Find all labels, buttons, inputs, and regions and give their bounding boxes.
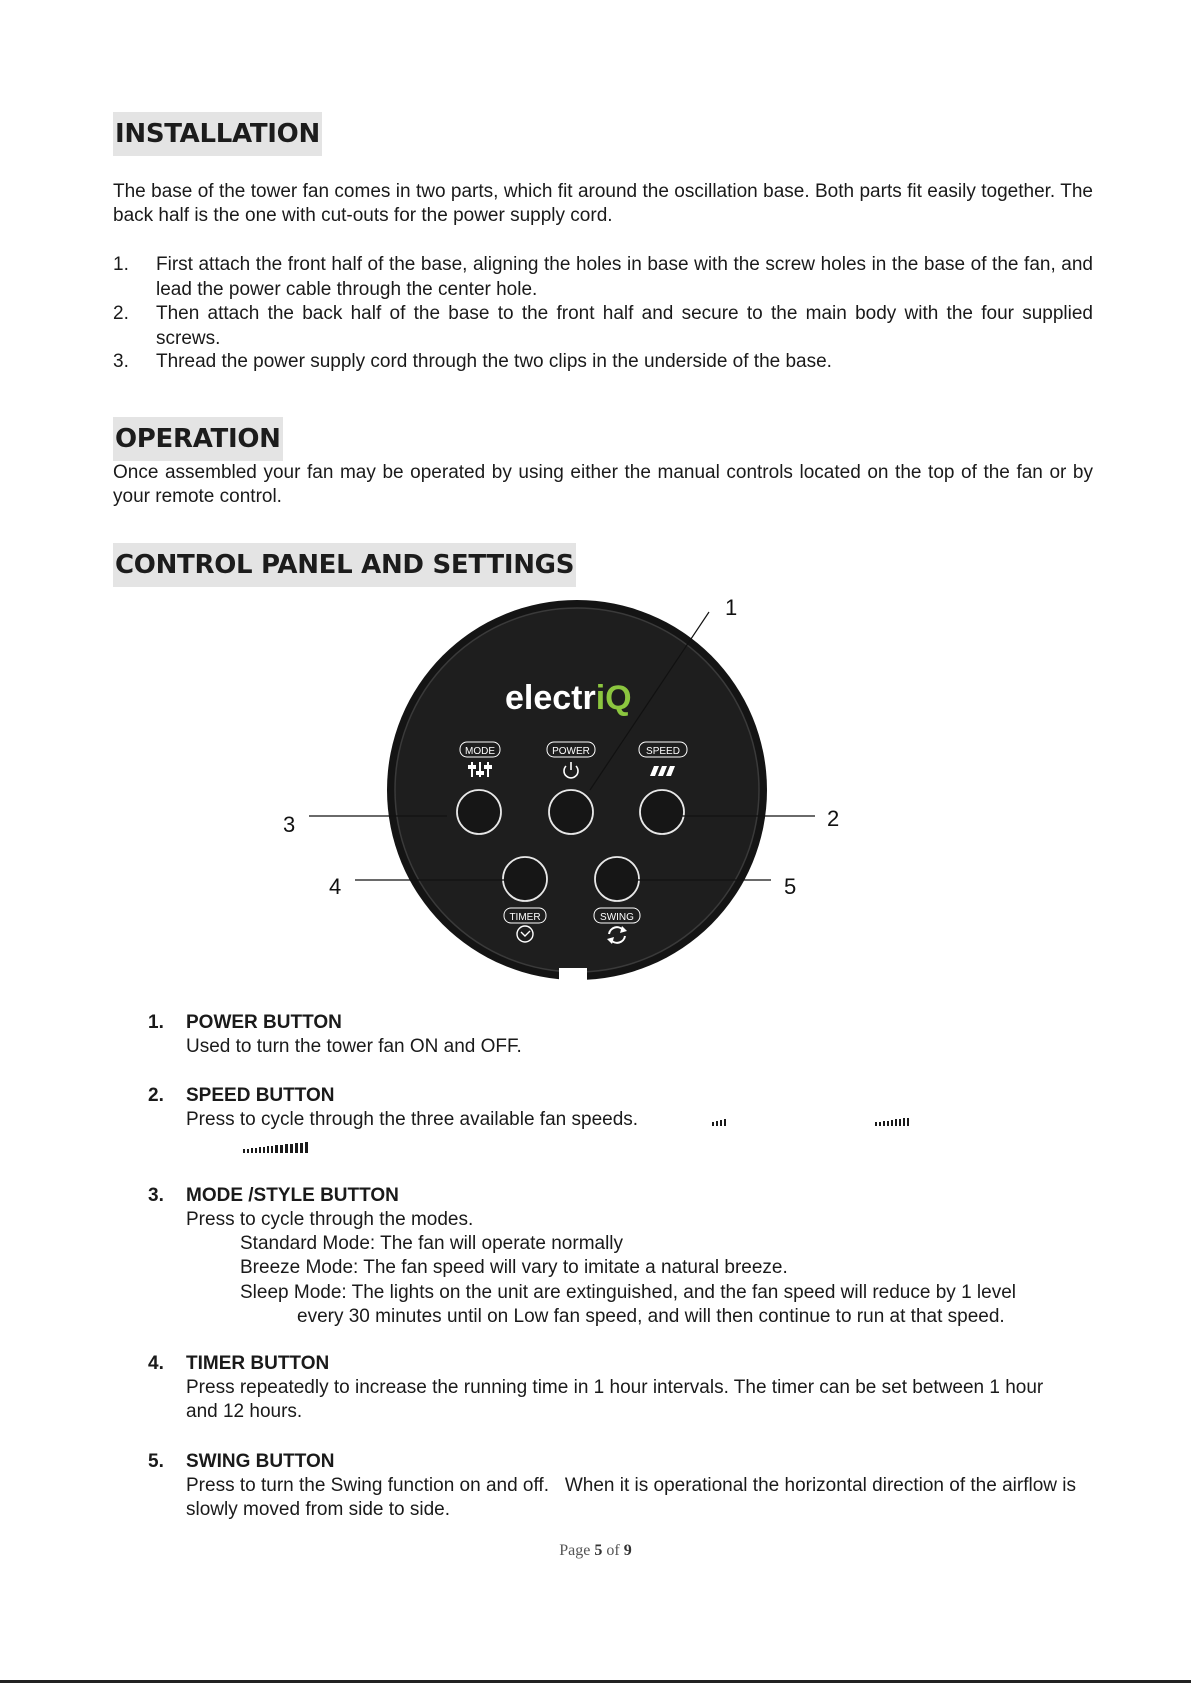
page-number (0, 1542, 1191, 1560)
sliders-icon (469, 762, 491, 777)
step-number: 2. (113, 303, 129, 324)
timer-button[interactable] (503, 857, 547, 901)
item-number: 4. (148, 1353, 164, 1374)
installation-heading: INSTALLATION (113, 112, 322, 156)
swing-button[interactable] (595, 857, 639, 901)
control-panel-heading: CONTROL PANEL AND SETTINGS (113, 543, 576, 587)
page-current: 5 (594, 1542, 603, 1559)
step-number: 3. (113, 351, 129, 372)
of-word: of (606, 1542, 620, 1559)
installation-intro: The base of the tower fan comes in two parts, which fit around the oscillation base. Both parts fit easily together. The back half is the one with cut-outs for the power supply cord. (113, 181, 1093, 226)
brand-accent: iQ (595, 679, 632, 717)
mode-button[interactable] (457, 790, 501, 834)
callout-5: 5 (784, 874, 797, 899)
speed-high-icon (243, 1142, 308, 1153)
item-title: POWER BUTTON (186, 1012, 342, 1033)
item-title: SPEED BUTTON (186, 1085, 335, 1106)
item-number: 3. (148, 1185, 164, 1206)
callout-4: 4 (329, 874, 342, 899)
page-total: 9 (623, 1542, 632, 1559)
item-desc: Press to cycle through the modes. (186, 1209, 474, 1230)
speed-button[interactable] (640, 790, 684, 834)
item-desc: Press repeatedly to increase the running time in 1 hour intervals. The timer can be set between 1 hour and 12 hours. (186, 1377, 1044, 1422)
panel-notch (559, 968, 587, 984)
mode-label: MODE (465, 746, 495, 757)
brand-text: electr (505, 679, 596, 717)
item-desc: Used to turn the tower fan ON and OFF. (186, 1036, 522, 1057)
mode-sleep: Sleep Mode: The lights on the unit are extinguished, and the fan speed will reduce by 1 level (240, 1282, 1016, 1303)
power-button[interactable] (549, 790, 593, 834)
speed-label: SPEED (646, 746, 680, 757)
item-title: TIMER BUTTON (186, 1353, 330, 1374)
item-title: SWING BUTTON (186, 1451, 335, 1472)
mode-breeze: Breeze Mode: The fan speed will vary to imitate a natural breeze. (240, 1257, 788, 1278)
operation-heading: OPERATION (113, 417, 283, 461)
power-label: POWER (552, 746, 590, 757)
page-word: Page (559, 1542, 591, 1559)
item-number: 1. (148, 1012, 164, 1033)
step-number: 1. (113, 254, 129, 275)
step-text: Thread the power supply cord through the two clips in the underside of the base. (156, 351, 832, 372)
operation-text: Once assembled your fan may be operated by using either the manual controls located on the top of the fan or by your remote control. (113, 462, 1093, 507)
mode-standard: Standard Mode: The fan will operate normally (240, 1233, 624, 1254)
brand-logo (505, 679, 632, 717)
callout-2: 2 (827, 806, 840, 831)
item-number: 5. (148, 1451, 164, 1472)
item-number: 2. (148, 1085, 164, 1106)
mode-sleep-continued: every 30 minutes until on Low fan speed, and will then continue to run at that speed. (297, 1306, 1005, 1327)
item-desc: Press to turn the Swing function on and off. When it is operational the horizontal direction of the airflow is slowly moved from side to side. (186, 1475, 1082, 1520)
item-desc: Press to cycle through the three available fan speeds. (186, 1109, 639, 1130)
step-text: First attach the front half of the base, aligning the holes in base with the screw holes in the base of the fan, and lead the power cable through the center hole. (156, 254, 1093, 300)
speed-level-icons (0, 1110, 1191, 1170)
callout-3: 3 (283, 812, 296, 837)
item-title: MODE /STYLE BUTTON (186, 1185, 399, 1206)
control-panel-diagram (0, 590, 1191, 1010)
step-text: Then attach the back half of the base to the front half and secure to the main body with the four supplied screws. (156, 303, 1093, 349)
swing-label: SWING (600, 912, 634, 923)
callout-1: 1 (725, 595, 738, 620)
speed-medium-icon (875, 1118, 909, 1126)
timer-label: TIMER (509, 912, 541, 923)
speed-bars-icon (650, 766, 675, 776)
speed-low-icon (712, 1119, 726, 1126)
